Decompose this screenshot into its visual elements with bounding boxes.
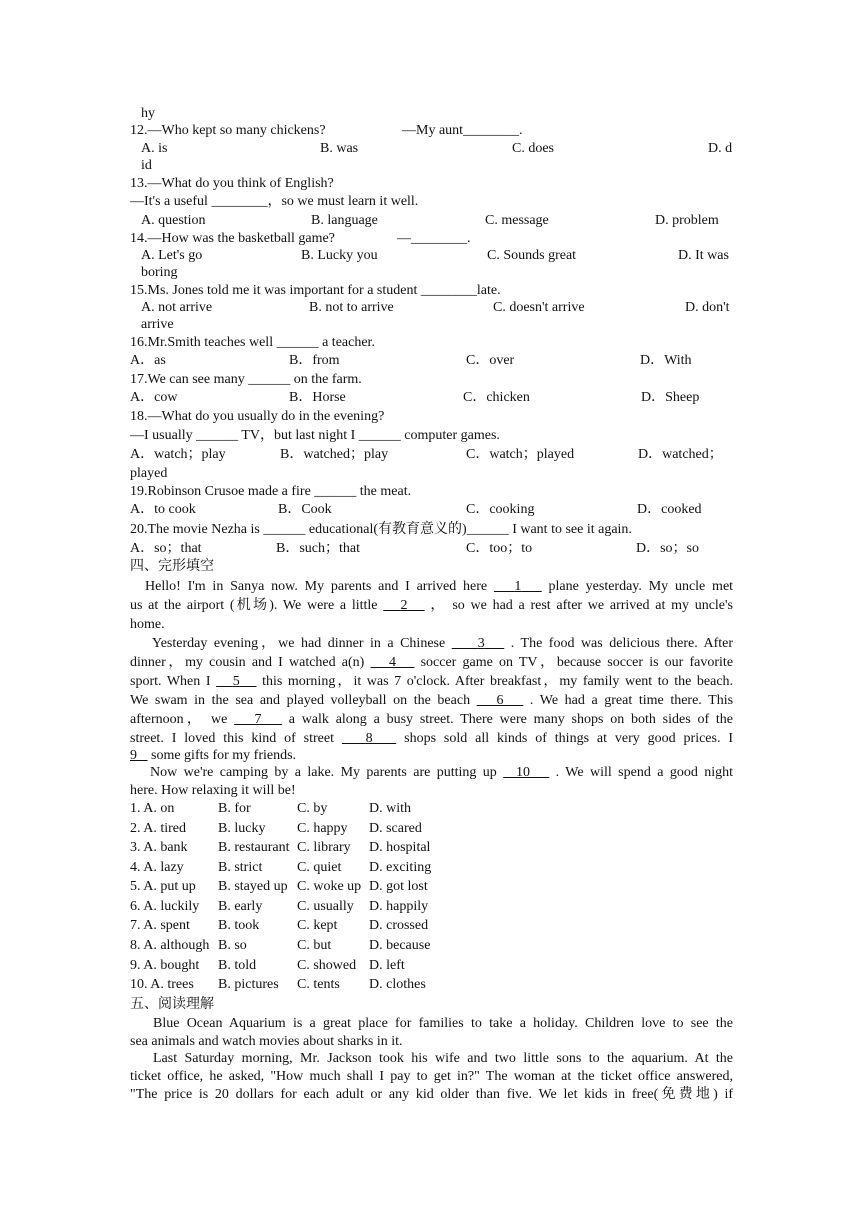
cloze-option-1-c[interactable]: C. by (297, 801, 328, 816)
reading-p2-line-3: "The price is 20 dollars for each adult or any kid older than five. We let kids in free(免费地) if (130, 1087, 733, 1102)
cloze-option-1-d[interactable]: D. with (369, 801, 411, 816)
q18-option-b[interactable]: B．watched；play (280, 447, 389, 462)
cloze-line-4 (152, 635, 733, 653)
cloze-text: Yesterday evening，we had dinner in a Chinese (152, 636, 446, 651)
reading-p2-line-1: Last Saturday morning, Mr. Jackson took his wife and two little sons to the aquarium. At the (153, 1051, 733, 1066)
cloze-text: us at the airport (机场). We were a little (130, 598, 378, 613)
cloze-text: We swam in the sea and played volleyball on the beach (130, 693, 471, 708)
cloze-text: sport. When I (130, 674, 211, 689)
cloze-option-9-b[interactable]: B. told (218, 958, 257, 973)
cloze-text: . We will spend a good night (555, 765, 734, 780)
question-13-stem: 13.—What do you think of English? (130, 176, 334, 191)
cloze-blank-6[interactable]: 6 (496, 693, 504, 708)
cloze-line-6 (130, 673, 733, 691)
q13-option-d[interactable]: D. problem (655, 213, 719, 228)
q14-option-c[interactable]: C. Sounds great (487, 248, 577, 263)
q20-option-b[interactable]: B．such；that (276, 541, 360, 556)
q15-option-a[interactable]: A. not arrive (141, 300, 213, 315)
q15-option-b[interactable]: B. not to arrive (309, 300, 394, 315)
cloze-text: soccer game on TV，because soccer is our favorite (420, 655, 734, 670)
cloze-option-2-b[interactable]: B. lucky (218, 821, 266, 836)
cloze-option-5-b[interactable]: B. stayed up (218, 879, 288, 894)
q12-option-d[interactable]: D. d (708, 141, 733, 156)
cloze-blank-3[interactable]: 3 (477, 636, 485, 651)
q18-option-a[interactable]: A．watch；play (130, 447, 226, 462)
cloze-option-9-c[interactable]: C. showed (297, 958, 357, 973)
cloze-option-8-a[interactable]: 8. A. although (130, 938, 210, 953)
section-4-title: 四、完形填空 (130, 559, 214, 574)
cloze-blank-8[interactable]: 8 (365, 731, 373, 746)
cloze-option-8-c[interactable]: C. but (297, 938, 332, 953)
q15-option-d-wrap: arrive (141, 317, 174, 332)
cloze-line-7 (130, 692, 733, 710)
q13-option-c[interactable]: C. message (485, 213, 549, 228)
q18-option-c[interactable]: C．watch；played (466, 447, 575, 462)
q19-option-c[interactable]: C．cooking (466, 502, 535, 517)
cloze-option-6-d[interactable]: D. happily (369, 899, 429, 914)
reading-p1-line-1: Blue Ocean Aquarium is a great place for families to take a holiday. Children love to see the (153, 1016, 733, 1031)
cloze-blank-10[interactable]: 10 (516, 765, 531, 780)
cloze-text: dinner，my cousin and I watched a(n) (130, 655, 365, 670)
cloze-blank-5[interactable]: 5 (232, 674, 240, 689)
cloze-line-2 (130, 597, 733, 615)
cloze-text: afternoon， we (130, 712, 228, 727)
cloze-blank-9[interactable]: 9 (130, 748, 137, 763)
cloze-option-9-d[interactable]: D. left (369, 958, 405, 973)
cloze-option-5-d[interactable]: D. got lost (369, 879, 428, 894)
cloze-text: Hello! I'm in Sanya now. My parents and I arrived here (145, 579, 488, 594)
question-13-stem-2: —It's a useful ________，so we must learn it well. (130, 194, 419, 209)
cloze-option-5-a[interactable]: 5. A. put up (130, 879, 196, 894)
q20-option-c[interactable]: C．too；to (466, 541, 533, 556)
cloze-option-1-b[interactable]: B. for (218, 801, 251, 816)
q13-option-b[interactable]: B. language (311, 213, 378, 228)
q15-option-c[interactable]: C. doesn't arrive (493, 300, 585, 315)
cloze-option-9-a[interactable]: 9. A. bought (130, 958, 200, 973)
cloze-option-8-d[interactable]: D. because (369, 938, 431, 953)
cloze-text: shops sold all kinds of things at very good prices. I (404, 731, 734, 746)
cloze-option-3-d[interactable]: D. hospital (369, 840, 431, 855)
q17-option-b[interactable]: B．Horse (289, 390, 346, 405)
q19-option-b[interactable]: B．Cook (278, 502, 332, 517)
cloze-option-8-b[interactable]: B. so (218, 938, 247, 953)
question-18-stem: 18.—What do you usually do in the evening? (130, 409, 385, 424)
q17-option-a[interactable]: A．cow (130, 390, 178, 405)
cloze-line-3: home. (130, 617, 165, 632)
cloze-option-7-a[interactable]: 7. A. spent (130, 918, 190, 933)
q13-option-a[interactable]: A. question (141, 213, 206, 228)
question-17-stem: 17.We can see many ______ on the farm. (130, 372, 362, 387)
q20-option-a[interactable]: A．so；that (130, 541, 202, 556)
question-12-stem: 12.—Who kept so many chickens? (130, 123, 326, 138)
q17-option-d[interactable]: D．Sheep (641, 390, 700, 405)
cloze-option-6-a[interactable]: 6. A. luckily (130, 899, 200, 914)
cloze-text: street. I loved this kind of street (130, 731, 334, 746)
q14-option-d[interactable]: D. It was (678, 248, 729, 263)
q16-option-b[interactable]: B．from (289, 353, 340, 368)
question-18-stem-2: —I usually ______ TV，but last night I ______ computer games. (130, 428, 500, 443)
cloze-option-10-d[interactable]: D. clothes (369, 977, 426, 992)
cloze-option-4-b[interactable]: B. strict (218, 860, 263, 875)
q16-option-d[interactable]: D．With (640, 353, 692, 368)
cloze-text: ， so we had a rest after we arrived at my uncle's (430, 598, 733, 613)
reading-p2-line-2: ticket office, he asked, "How much shall I pay to get in?" The woman at the ticket office answered, (130, 1069, 733, 1084)
cloze-option-2-d[interactable]: D. scared (369, 821, 422, 836)
q12-option-a[interactable]: A. is (141, 141, 168, 156)
q15-option-d[interactable]: D. don't (685, 300, 730, 315)
cloze-blank-2[interactable]: 2 (400, 598, 408, 613)
cloze-option-10-b[interactable]: B. pictures (218, 977, 279, 992)
cloze-blank-7[interactable]: 7 (254, 712, 262, 727)
question-11-tail: hy (141, 106, 155, 121)
cloze-option-7-b[interactable]: B. took (218, 918, 260, 933)
q16-option-c[interactable]: C．over (466, 353, 515, 368)
q14-option-b[interactable]: B. Lucky you (301, 248, 378, 263)
q19-option-a[interactable]: A．to cook (130, 502, 196, 517)
cloze-option-3-a[interactable]: 3. A. bank (130, 840, 188, 855)
question-20-stem: 20.The movie Nezha is ______ educational(有教育意义的)______ I want to see it again. (130, 522, 632, 537)
q12-option-d-wrap: id (141, 158, 152, 173)
q12-option-c[interactable]: C. does (512, 141, 554, 156)
cloze-option-10-a[interactable]: 10. A. trees (130, 977, 194, 992)
cloze-option-7-d[interactable]: D. crossed (369, 918, 429, 933)
cloze-text: some gifts for my friends. (151, 748, 297, 763)
cloze-line-1 (145, 578, 733, 596)
question-12-reply: —My aunt________. (402, 123, 523, 138)
question-16-stem: 16.Mr.Smith teaches well ______ a teacher. (130, 335, 375, 350)
cloze-option-6-c[interactable]: C. usually (297, 899, 354, 914)
cloze-option-4-d[interactable]: D. exciting (369, 860, 432, 875)
q14-option-a[interactable]: A. Let's go (141, 248, 203, 263)
cloze-line-9 (130, 730, 733, 748)
q16-option-a[interactable]: A．as (130, 353, 166, 368)
q20-option-d[interactable]: D．so；so (636, 541, 700, 556)
cloze-text: plane yesterday. My uncle met (548, 579, 734, 594)
question-15-stem: 15.Ms. Jones told me it was important for a student ________late. (130, 283, 501, 298)
section-5-title: 五、阅读理解 (130, 997, 214, 1012)
cloze-option-2-c[interactable]: C. happy (297, 821, 348, 836)
question-14-stem: 14.—How was the basketball game? (130, 231, 335, 246)
cloze-line-5 (130, 654, 733, 672)
cloze-option-6-b[interactable]: B. early (218, 899, 263, 914)
cloze-blank-4[interactable]: 4 (388, 655, 396, 670)
cloze-line-10 (130, 747, 296, 765)
cloze-text: . We had a great time there. This (529, 693, 734, 708)
cloze-blank-1[interactable]: 1 (514, 579, 522, 594)
cloze-text: this morning，it was 7 o'clock. After breakfast，my family went to the beach. (262, 674, 734, 689)
cloze-option-4-a[interactable]: 4. A. lazy (130, 860, 184, 875)
cloze-option-3-c[interactable]: C. library (297, 840, 351, 855)
cloze-line-11 (150, 764, 733, 782)
reading-p1-line-2: sea animals and watch movies about sharks in it. (130, 1034, 403, 1049)
cloze-text: Now we're camping by a lake. My parents are putting up (150, 765, 497, 780)
cloze-text: a walk along a busy street. There were many shops on both sides of the (288, 712, 734, 727)
cloze-line-12: here. How relaxing it will be! (130, 783, 296, 798)
question-19-stem: 19.Robinson Crusoe made a fire ______ the meat. (130, 484, 412, 499)
q12-option-b[interactable]: B. was (320, 141, 359, 156)
question-14-reply: —________. (397, 231, 471, 246)
cloze-option-2-a[interactable]: 2. A. tired (130, 821, 186, 836)
cloze-option-7-c[interactable]: C. kept (297, 918, 338, 933)
q17-option-c[interactable]: C．chicken (463, 390, 530, 405)
q14-option-d-wrap: boring (141, 265, 178, 280)
cloze-option-10-c[interactable]: C. tents (297, 977, 340, 992)
q18-option-d[interactable]: D．watched； (638, 447, 723, 462)
cloze-option-3-b[interactable]: B. restaurant (218, 840, 290, 855)
cloze-line-8 (130, 711, 733, 729)
cloze-option-1-a[interactable]: 1. A. on (130, 801, 175, 816)
cloze-option-4-c[interactable]: C. quiet (297, 860, 342, 875)
q19-option-d[interactable]: D．cooked (637, 502, 702, 517)
q18-option-d-wrap: played (130, 466, 168, 481)
cloze-option-5-c[interactable]: C. woke up (297, 879, 362, 894)
cloze-text: . The food was delicious there. After (510, 636, 734, 651)
